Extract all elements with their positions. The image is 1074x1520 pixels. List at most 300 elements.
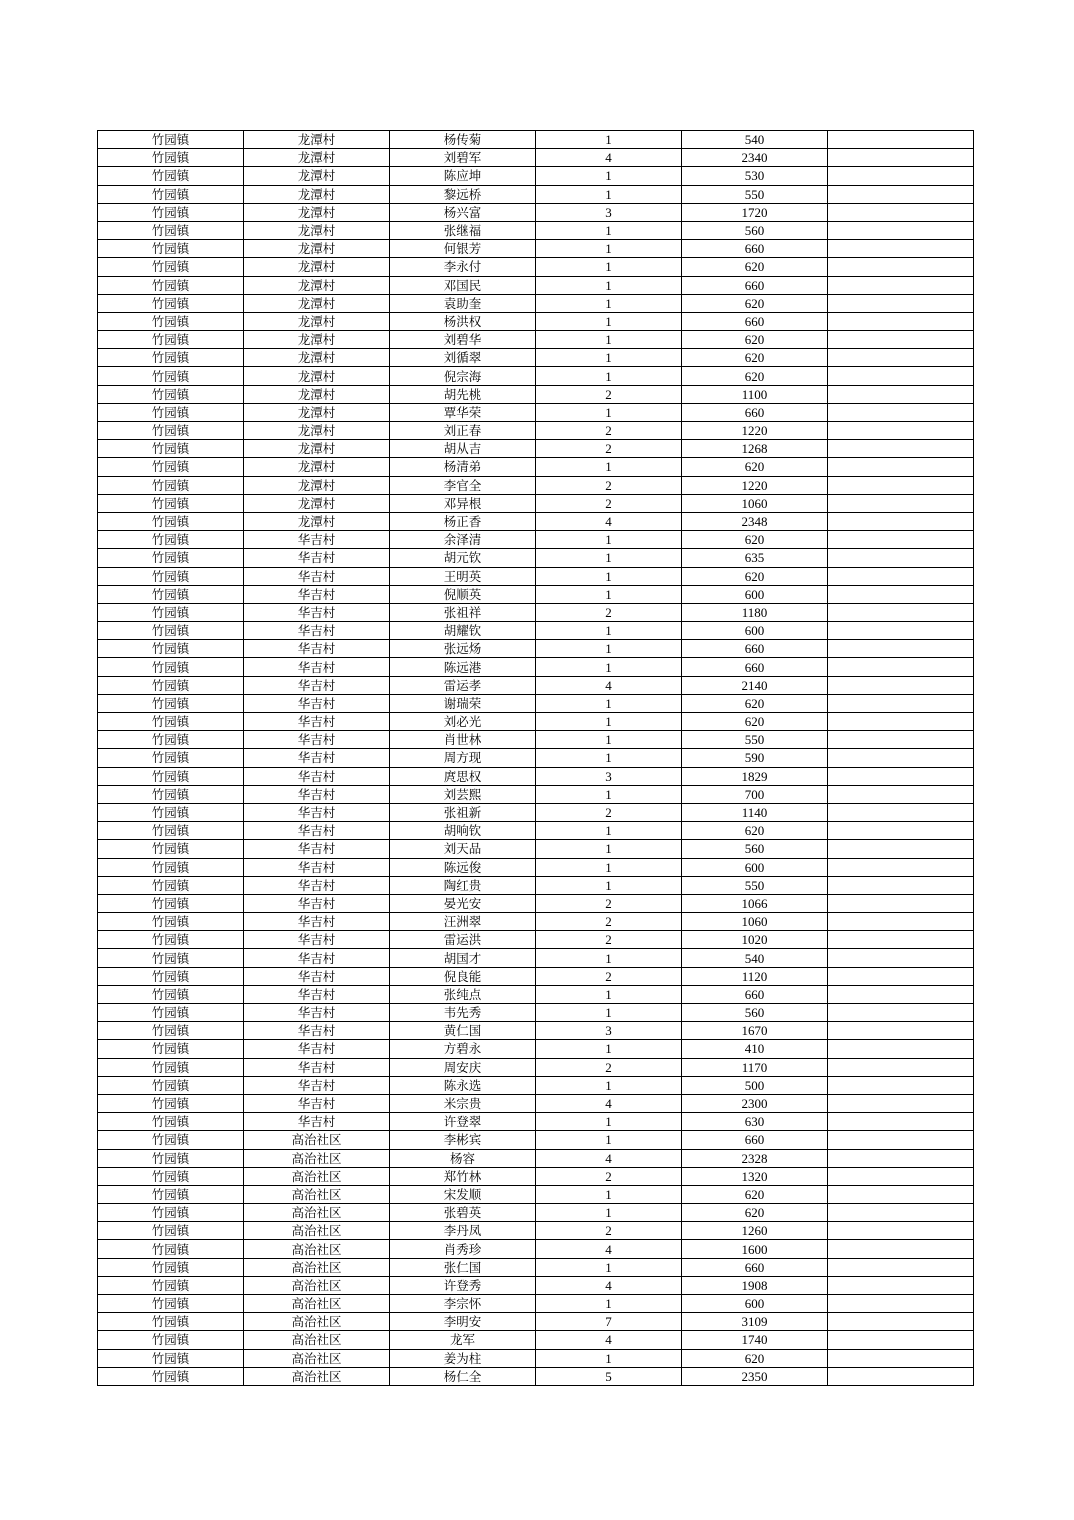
remark-cell <box>828 349 974 367</box>
household-count-cell: 1 <box>536 240 682 258</box>
town-cell: 竹园镇 <box>98 967 244 985</box>
table-row <box>98 1167 974 1185</box>
name-cell: 宋发顺 <box>390 1185 536 1203</box>
table-row <box>98 203 974 221</box>
amount-cell: 1170 <box>682 1058 828 1076</box>
village-cell: 龙潭村 <box>244 422 390 440</box>
table-row <box>98 1349 974 1367</box>
remark-cell <box>828 803 974 821</box>
village-cell: 华吉村 <box>244 531 390 549</box>
amount-cell: 620 <box>682 294 828 312</box>
name-cell: 倪宗海 <box>390 367 536 385</box>
name-cell: 黄仁国 <box>390 1022 536 1040</box>
household-count-cell: 1 <box>536 585 682 603</box>
remark-cell <box>828 1240 974 1258</box>
village-cell: 高治社区 <box>244 1240 390 1258</box>
town-cell: 竹园镇 <box>98 494 244 512</box>
town-cell: 竹园镇 <box>98 1131 244 1149</box>
table-row <box>98 876 974 894</box>
amount-cell: 600 <box>682 622 828 640</box>
amount-cell: 620 <box>682 713 828 731</box>
household-count-cell: 7 <box>536 1313 682 1331</box>
household-count-cell: 4 <box>536 676 682 694</box>
name-cell: 陈永选 <box>390 1076 536 1094</box>
household-count-cell: 2 <box>536 931 682 949</box>
amount-cell: 600 <box>682 858 828 876</box>
table-row <box>98 640 974 658</box>
village-cell: 龙潭村 <box>244 512 390 530</box>
name-cell: 刘必光 <box>390 713 536 731</box>
table-row <box>98 1240 974 1258</box>
remark-cell <box>828 403 974 421</box>
village-cell: 龙潭村 <box>244 312 390 330</box>
name-cell: 李永付 <box>390 258 536 276</box>
name-cell: 韦先秀 <box>390 1004 536 1022</box>
town-cell: 竹园镇 <box>98 185 244 203</box>
town-cell: 竹园镇 <box>98 131 244 149</box>
remark-cell <box>828 1131 974 1149</box>
name-cell: 胡从吉 <box>390 440 536 458</box>
amount-cell: 620 <box>682 367 828 385</box>
name-cell: 汪洲翠 <box>390 913 536 931</box>
town-cell: 竹园镇 <box>98 785 244 803</box>
name-cell: 杨正香 <box>390 512 536 530</box>
town-cell: 竹园镇 <box>98 476 244 494</box>
amount-cell: 600 <box>682 585 828 603</box>
town-cell: 竹园镇 <box>98 913 244 931</box>
data-table <box>97 130 974 1386</box>
amount-cell: 620 <box>682 822 828 840</box>
town-cell: 竹园镇 <box>98 1076 244 1094</box>
name-cell: 袁助奎 <box>390 294 536 312</box>
remark-cell <box>828 367 974 385</box>
amount-cell: 620 <box>682 1204 828 1222</box>
amount-cell: 2350 <box>682 1367 828 1385</box>
village-cell: 华吉村 <box>244 949 390 967</box>
household-count-cell: 2 <box>536 1222 682 1240</box>
village-cell: 龙潭村 <box>244 167 390 185</box>
village-cell: 高治社区 <box>244 1313 390 1331</box>
town-cell: 竹园镇 <box>98 858 244 876</box>
name-cell: 李丹凤 <box>390 1222 536 1240</box>
table-row <box>98 1313 974 1331</box>
amount-cell: 410 <box>682 1040 828 1058</box>
remark-cell <box>828 203 974 221</box>
household-count-cell: 1 <box>536 694 682 712</box>
table-row <box>98 1149 974 1167</box>
household-count-cell: 2 <box>536 1167 682 1185</box>
village-cell: 华吉村 <box>244 913 390 931</box>
name-cell: 杨仁全 <box>390 1367 536 1385</box>
amount-cell: 550 <box>682 185 828 203</box>
table-row <box>98 1276 974 1294</box>
village-cell: 龙潭村 <box>244 331 390 349</box>
remark-cell <box>828 967 974 985</box>
table-row <box>98 1113 974 1131</box>
village-cell: 华吉村 <box>244 622 390 640</box>
table-row <box>98 822 974 840</box>
amount-cell: 1268 <box>682 440 828 458</box>
remark-cell <box>828 1149 974 1167</box>
table-row <box>98 185 974 203</box>
remark-cell <box>828 894 974 912</box>
household-count-cell: 1 <box>536 1204 682 1222</box>
table-row <box>98 767 974 785</box>
table-row <box>98 858 974 876</box>
name-cell: 陈远俊 <box>390 858 536 876</box>
remark-cell <box>828 1004 974 1022</box>
amount-cell: 660 <box>682 658 828 676</box>
name-cell: 胡先桃 <box>390 385 536 403</box>
household-count-cell: 1 <box>536 731 682 749</box>
town-cell: 竹园镇 <box>98 549 244 567</box>
household-count-cell: 5 <box>536 1367 682 1385</box>
remark-cell <box>828 931 974 949</box>
table-row <box>98 312 974 330</box>
amount-cell: 590 <box>682 749 828 767</box>
table-row <box>98 749 974 767</box>
town-cell: 竹园镇 <box>98 1113 244 1131</box>
amount-cell: 540 <box>682 949 828 967</box>
table-row <box>98 167 974 185</box>
amount-cell: 1220 <box>682 422 828 440</box>
amount-cell: 2300 <box>682 1094 828 1112</box>
amount-cell: 2340 <box>682 149 828 167</box>
name-cell: 倪良能 <box>390 967 536 985</box>
name-cell: 杨清弟 <box>390 458 536 476</box>
village-cell: 高治社区 <box>244 1185 390 1203</box>
table-row <box>98 622 974 640</box>
name-cell: 胡响钦 <box>390 822 536 840</box>
village-cell: 高治社区 <box>244 1222 390 1240</box>
household-count-cell: 1 <box>536 713 682 731</box>
amount-cell: 560 <box>682 221 828 239</box>
amount-cell: 3109 <box>682 1313 828 1331</box>
amount-cell: 660 <box>682 1131 828 1149</box>
village-cell: 华吉村 <box>244 803 390 821</box>
village-cell: 华吉村 <box>244 822 390 840</box>
town-cell: 竹园镇 <box>98 1022 244 1040</box>
town-cell: 竹园镇 <box>98 403 244 421</box>
name-cell: 方碧永 <box>390 1040 536 1058</box>
remark-cell <box>828 512 974 530</box>
remark-cell <box>828 1022 974 1040</box>
town-cell: 竹园镇 <box>98 349 244 367</box>
table-row <box>98 531 974 549</box>
table-row <box>98 1258 974 1276</box>
town-cell: 竹园镇 <box>98 676 244 694</box>
table-row <box>98 494 974 512</box>
name-cell: 何银芳 <box>390 240 536 258</box>
remark-cell <box>828 676 974 694</box>
household-count-cell: 1 <box>536 1040 682 1058</box>
village-cell: 华吉村 <box>244 1058 390 1076</box>
household-count-cell: 3 <box>536 203 682 221</box>
name-cell: 胡耀钦 <box>390 622 536 640</box>
village-cell: 高治社区 <box>244 1349 390 1367</box>
town-cell: 竹园镇 <box>98 240 244 258</box>
household-count-cell: 1 <box>536 131 682 149</box>
remark-cell <box>828 603 974 621</box>
village-cell: 华吉村 <box>244 840 390 858</box>
amount-cell: 1100 <box>682 385 828 403</box>
table-row <box>98 1094 974 1112</box>
remark-cell <box>828 1058 974 1076</box>
table-row <box>98 713 974 731</box>
village-cell: 华吉村 <box>244 931 390 949</box>
name-cell: 许登秀 <box>390 1276 536 1294</box>
remark-cell <box>828 1276 974 1294</box>
amount-cell: 620 <box>682 694 828 712</box>
household-count-cell: 2 <box>536 385 682 403</box>
town-cell: 竹园镇 <box>98 221 244 239</box>
household-count-cell: 1 <box>536 1185 682 1203</box>
remark-cell <box>828 622 974 640</box>
table-row <box>98 403 974 421</box>
household-count-cell: 1 <box>536 1131 682 1149</box>
town-cell: 竹园镇 <box>98 258 244 276</box>
village-cell: 华吉村 <box>244 858 390 876</box>
household-count-cell: 2 <box>536 1058 682 1076</box>
household-count-cell: 1 <box>536 294 682 312</box>
village-cell: 华吉村 <box>244 640 390 658</box>
town-cell: 竹园镇 <box>98 822 244 840</box>
remark-cell <box>828 1295 974 1313</box>
household-count-cell: 1 <box>536 1349 682 1367</box>
household-count-cell: 4 <box>536 1149 682 1167</box>
amount-cell: 660 <box>682 276 828 294</box>
town-cell: 竹园镇 <box>98 1258 244 1276</box>
name-cell: 雷运孝 <box>390 676 536 694</box>
village-cell: 华吉村 <box>244 967 390 985</box>
town-cell: 竹园镇 <box>98 203 244 221</box>
town-cell: 竹园镇 <box>98 894 244 912</box>
town-cell: 竹园镇 <box>98 603 244 621</box>
amount-cell: 1908 <box>682 1276 828 1294</box>
town-cell: 竹园镇 <box>98 1349 244 1367</box>
village-cell: 高治社区 <box>244 1331 390 1349</box>
household-count-cell: 4 <box>536 149 682 167</box>
village-cell: 高治社区 <box>244 1167 390 1185</box>
town-cell: 竹园镇 <box>98 149 244 167</box>
village-cell: 龙潭村 <box>244 458 390 476</box>
name-cell: 刘天品 <box>390 840 536 858</box>
remark-cell <box>828 713 974 731</box>
village-cell: 龙潭村 <box>244 349 390 367</box>
town-cell: 竹园镇 <box>98 367 244 385</box>
household-count-cell: 1 <box>536 331 682 349</box>
town-cell: 竹园镇 <box>98 658 244 676</box>
name-cell: 张碧英 <box>390 1204 536 1222</box>
household-count-cell: 1 <box>536 640 682 658</box>
household-count-cell: 4 <box>536 1240 682 1258</box>
table-row <box>98 149 974 167</box>
name-cell: 龙军 <box>390 1331 536 1349</box>
remark-cell <box>828 1167 974 1185</box>
name-cell: 周安庆 <box>390 1058 536 1076</box>
name-cell: 杨传菊 <box>390 131 536 149</box>
name-cell: 刘碧华 <box>390 331 536 349</box>
household-count-cell: 4 <box>536 1276 682 1294</box>
town-cell: 竹园镇 <box>98 1004 244 1022</box>
name-cell: 刘正春 <box>390 422 536 440</box>
remark-cell <box>828 913 974 931</box>
village-cell: 华吉村 <box>244 985 390 1003</box>
village-cell: 华吉村 <box>244 767 390 785</box>
village-cell: 华吉村 <box>244 658 390 676</box>
remark-cell <box>828 422 974 440</box>
village-cell: 龙潭村 <box>244 276 390 294</box>
amount-cell: 620 <box>682 1349 828 1367</box>
remark-cell <box>828 1222 974 1240</box>
remark-cell <box>828 1185 974 1203</box>
amount-cell: 635 <box>682 549 828 567</box>
table-row <box>98 949 974 967</box>
name-cell: 张远炀 <box>390 640 536 658</box>
table-row <box>98 258 974 276</box>
household-count-cell: 1 <box>536 167 682 185</box>
remark-cell <box>828 658 974 676</box>
village-cell: 华吉村 <box>244 713 390 731</box>
name-cell: 胡元钦 <box>390 549 536 567</box>
village-cell: 龙潭村 <box>244 221 390 239</box>
remark-cell <box>828 1204 974 1222</box>
amount-cell: 620 <box>682 1185 828 1203</box>
name-cell: 李宗怀 <box>390 1295 536 1313</box>
table-row <box>98 967 974 985</box>
village-cell: 高治社区 <box>244 1149 390 1167</box>
amount-cell: 500 <box>682 1076 828 1094</box>
town-cell: 竹园镇 <box>98 803 244 821</box>
town-cell: 竹园镇 <box>98 1295 244 1313</box>
household-count-cell: 4 <box>536 512 682 530</box>
household-count-cell: 2 <box>536 440 682 458</box>
name-cell: 陶红贵 <box>390 876 536 894</box>
name-cell: 陈应坤 <box>390 167 536 185</box>
village-cell: 华吉村 <box>244 567 390 585</box>
name-cell: 杨洪权 <box>390 312 536 330</box>
household-count-cell: 1 <box>536 1258 682 1276</box>
village-cell: 高治社区 <box>244 1258 390 1276</box>
table-row <box>98 422 974 440</box>
table-row <box>98 1040 974 1058</box>
household-count-cell: 1 <box>536 822 682 840</box>
town-cell: 竹园镇 <box>98 640 244 658</box>
name-cell: 张仁国 <box>390 1258 536 1276</box>
remark-cell <box>828 694 974 712</box>
amount-cell: 620 <box>682 258 828 276</box>
table-row <box>98 585 974 603</box>
village-cell: 华吉村 <box>244 676 390 694</box>
table-row <box>98 276 974 294</box>
village-cell: 华吉村 <box>244 1113 390 1131</box>
household-count-cell: 1 <box>536 312 682 330</box>
name-cell: 周方现 <box>390 749 536 767</box>
village-cell: 龙潭村 <box>244 294 390 312</box>
household-count-cell: 1 <box>536 276 682 294</box>
remark-cell <box>828 1258 974 1276</box>
amount-cell: 620 <box>682 458 828 476</box>
household-count-cell: 2 <box>536 894 682 912</box>
amount-cell: 2348 <box>682 512 828 530</box>
town-cell: 竹园镇 <box>98 731 244 749</box>
table-row <box>98 349 974 367</box>
village-cell: 龙潭村 <box>244 185 390 203</box>
village-cell: 华吉村 <box>244 876 390 894</box>
name-cell: 黎远桥 <box>390 185 536 203</box>
village-cell: 华吉村 <box>244 694 390 712</box>
spreadsheet-page <box>97 130 973 1386</box>
remark-cell <box>828 312 974 330</box>
amount-cell: 660 <box>682 403 828 421</box>
household-count-cell: 1 <box>536 876 682 894</box>
name-cell: 李官全 <box>390 476 536 494</box>
village-cell: 高治社区 <box>244 1204 390 1222</box>
amount-cell: 1060 <box>682 494 828 512</box>
village-cell: 华吉村 <box>244 1094 390 1112</box>
table-row <box>98 785 974 803</box>
household-count-cell: 1 <box>536 1113 682 1131</box>
town-cell: 竹园镇 <box>98 749 244 767</box>
household-count-cell: 1 <box>536 1004 682 1022</box>
name-cell: 李明安 <box>390 1313 536 1331</box>
household-count-cell: 2 <box>536 803 682 821</box>
town-cell: 竹园镇 <box>98 167 244 185</box>
table-row <box>98 985 974 1003</box>
name-cell: 刘碧军 <box>390 149 536 167</box>
table-body <box>98 131 974 1386</box>
remark-cell <box>828 731 974 749</box>
village-cell: 龙潭村 <box>244 131 390 149</box>
village-cell: 华吉村 <box>244 549 390 567</box>
name-cell: 米宗贵 <box>390 1094 536 1112</box>
household-count-cell: 1 <box>536 458 682 476</box>
name-cell: 胡国才 <box>390 949 536 967</box>
amount-cell: 2140 <box>682 676 828 694</box>
town-cell: 竹园镇 <box>98 512 244 530</box>
remark-cell <box>828 785 974 803</box>
table-row <box>98 1367 974 1385</box>
name-cell: 张祖祥 <box>390 603 536 621</box>
town-cell: 竹园镇 <box>98 1222 244 1240</box>
household-count-cell: 3 <box>536 1022 682 1040</box>
amount-cell: 1020 <box>682 931 828 949</box>
remark-cell <box>828 185 974 203</box>
amount-cell: 530 <box>682 167 828 185</box>
town-cell: 竹园镇 <box>98 694 244 712</box>
table-row <box>98 1222 974 1240</box>
remark-cell <box>828 385 974 403</box>
village-cell: 华吉村 <box>244 894 390 912</box>
remark-cell <box>828 1094 974 1112</box>
name-cell: 杨兴富 <box>390 203 536 221</box>
household-count-cell: 1 <box>536 221 682 239</box>
remark-cell <box>828 640 974 658</box>
household-count-cell: 1 <box>536 367 682 385</box>
name-cell: 陈远港 <box>390 658 536 676</box>
town-cell: 竹园镇 <box>98 713 244 731</box>
town-cell: 竹园镇 <box>98 458 244 476</box>
table-row <box>98 1058 974 1076</box>
name-cell: 刘循翠 <box>390 349 536 367</box>
town-cell: 竹园镇 <box>98 1040 244 1058</box>
name-cell: 肖秀珍 <box>390 1240 536 1258</box>
amount-cell: 1600 <box>682 1240 828 1258</box>
amount-cell: 1140 <box>682 803 828 821</box>
remark-cell <box>828 276 974 294</box>
village-cell: 龙潭村 <box>244 258 390 276</box>
amount-cell: 560 <box>682 840 828 858</box>
